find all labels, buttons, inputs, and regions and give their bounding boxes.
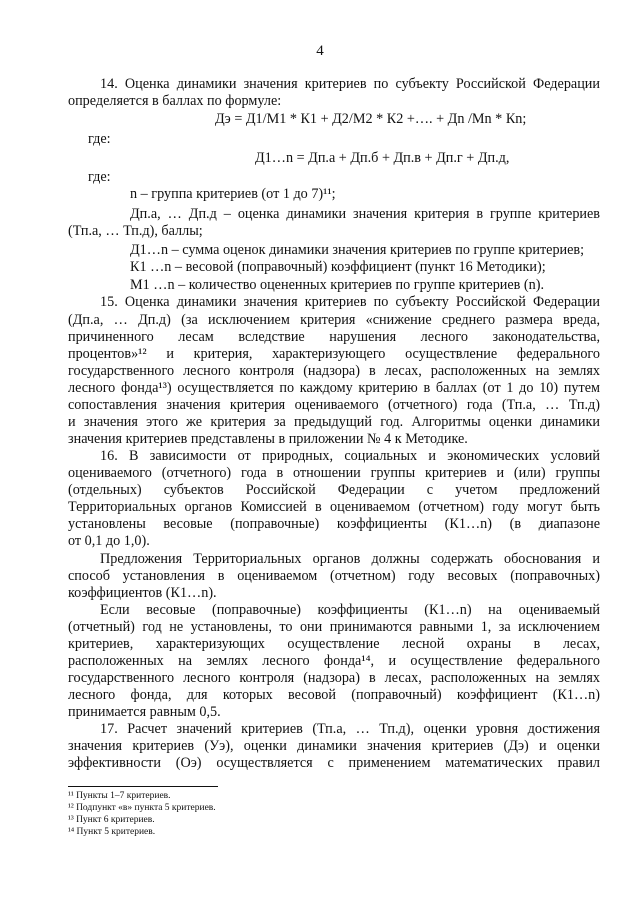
text-line: причиненного лесам вследствие нарушения лесного законодательства,	[68, 329, 600, 345]
footnote: ¹¹ Пункты 1–7 критериев.	[68, 791, 171, 801]
text-line: Предложения Территориальных органов должны содержать обоснования и	[100, 551, 600, 567]
text-line: коэффициентов (К1…n).	[68, 585, 217, 601]
text-line: 15. Оценка динамики значения критериев по субъекту Российской Федерации	[100, 294, 600, 310]
text-line: сопоставления значения критерия оцениваемого (отчетного) года (Тп.а, … Тп.д)	[68, 397, 600, 413]
text-line: 14. Оценка динамики значения критериев по субъекту Российской Федерации	[100, 76, 600, 92]
footnote: ¹² Подпункт «в» пункта 5 критериев.	[68, 803, 216, 813]
text-line: (отдельных) субъектов Российской Федерации с учетом предложений	[68, 482, 600, 498]
text-line: оцениваемого (отчетного) года в отношении группы критериев и (или) группы	[68, 465, 600, 481]
page-number: 4	[316, 43, 324, 59]
text-line: Территориальных органов Комиссией в оцениваемом (отчетном) году могут быть	[68, 499, 600, 515]
text-line: (отчетный) год не установлены, то они принимаются равными 1, за исключением	[68, 619, 600, 635]
text-line: М1 …n – количество оцененных критериев по группе критериев (n).	[130, 277, 545, 293]
footnote: ¹⁴ Пункт 5 критериев.	[68, 827, 156, 837]
text-line: Д1…n = Дп.а + Дп.б + Дп.в + Дп.г + Дп.д,	[255, 150, 510, 166]
text-line: установлены весовые (поправочные) коэффициенты (К1…n) (в диапазоне	[68, 516, 600, 532]
text-line: Дп.а, … Дп.д – оценка динамики значения критерия в группе критериев	[130, 206, 600, 222]
text-line: где:	[88, 131, 111, 147]
text-line: Д1…n – сумма оценок динамики значения критериев по группе критериев;	[130, 242, 585, 258]
text-line: принимается равным 0,5.	[68, 704, 221, 720]
text-line: определяется в баллах по формуле:	[68, 93, 282, 109]
text-line: значения критериев представлены в приложении № 4 к Методике.	[68, 431, 468, 447]
text-line: процентов»¹² и критерия, характеризующего осуществление федерального	[68, 346, 600, 362]
footnote-separator	[68, 786, 218, 787]
text-line: и значения этого же критерия за предыдущий год. Алгоритмы оценки динамики	[68, 414, 600, 430]
text-line: где:	[88, 169, 111, 185]
text-line: лесного фонда, для которых весовой (поправочный) коэффициент (К1…n)	[68, 687, 600, 703]
text-line: способ установления в оцениваемом (отчетном) году весовых (поправочных)	[68, 568, 600, 584]
text-line: эффективности (Оэ) осуществляется с применением математических правил	[68, 755, 600, 771]
text-line: 17. Расчет значений критериев (Тп.а, … Тп.д), оценки уровня достижения	[100, 721, 600, 737]
text-line: (Дп.а, … Дп.д) (за исключением критерия «снижение среднего размера вреда,	[68, 312, 600, 328]
text-line: лесного фонда¹³) осуществляется по каждому критерию в баллах (от 1 до 10) путем	[68, 380, 600, 396]
text-line: от 0,1 до 1,0).	[68, 533, 150, 549]
text-line: значения критериев (Уэ), оценки динамики значения критериев (Дэ) и оценки	[68, 738, 600, 754]
text-line: 16. В зависимости от природных, социальных и экономических условий	[100, 448, 600, 464]
text-line: критериев, характеризующих осуществление лесной охраны в лесах,	[68, 636, 600, 652]
footnote: ¹³ Пункт 6 критериев.	[68, 815, 155, 825]
text-line: государственного лесного контроля (надзора) в лесах, расположенных на землях	[68, 670, 600, 686]
text-line: государственного лесного контроля (надзора) в лесах, расположенных на землях	[68, 363, 600, 379]
text-line: расположенных на землях лесного фонда¹⁴, и осуществление федерального	[68, 653, 600, 669]
text-line: К1 …n – весовой (поправочный) коэффициент (пункт 16 Методики);	[130, 259, 546, 275]
text-line: n – группа критериев (от 1 до 7)¹¹;	[130, 186, 336, 202]
text-line: Дэ = Д1/М1 * К1 + Д2/М2 * К2 +…. + Дn /Мn * Кn;	[215, 111, 527, 127]
text-line: (Тп.а, … Тп.д), баллы;	[68, 223, 203, 239]
text-line: Если весовые (поправочные) коэффициенты (К1…n) на оцениваемый	[100, 602, 600, 618]
